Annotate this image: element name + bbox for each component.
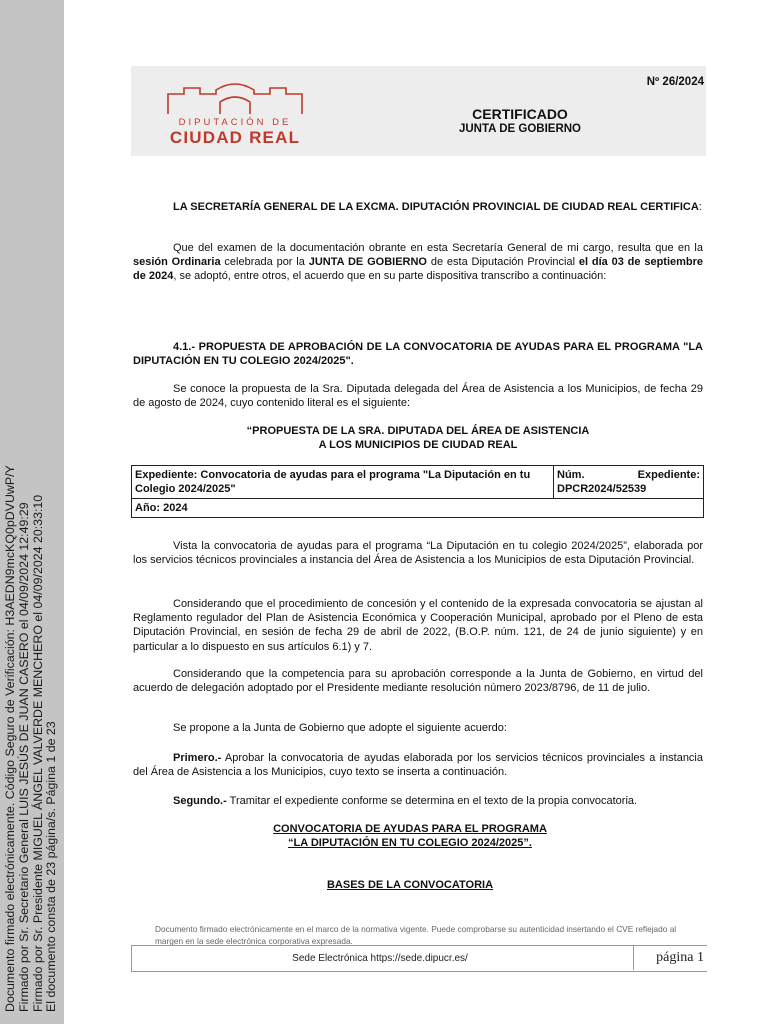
signature-line-1: Documento firmado electrónicamente. Código Seguro de Verificación: H3AEDN9mcKQ0pDVUwP/Y	[3, 465, 17, 1012]
signature-line-4: El documento consta de 23 página/s. Página 1 de 23	[44, 721, 59, 1012]
certify-text-2: celebrada por la	[220, 256, 309, 269]
certify-text-1: Que del examen de la documentación obrante en esta Secretaría General de mi cargo, resulta que en la	[173, 242, 703, 254]
convocatoria-title-line-2: “LA DIPUTACIÓN EN TU COLEGIO 2024/2025”.	[288, 837, 532, 850]
certificate-title: CERTIFICADO	[472, 106, 568, 122]
paragraph-propone: Se propone a la Junta de Gobierno que adopte el siguiente acuerdo:	[173, 722, 507, 734]
paragraph-vista: Vista la convocatoria de ayudas para el programa “La Diputación en tu colegio 2024/2025”, elaborada por los servicios técnicos provinciales a instancia del Área de Asistencia a los Municipios de esta Diputación Provincial.	[133, 540, 703, 567]
building-outline-icon	[168, 84, 302, 114]
num-label: Núm.	[557, 469, 585, 481]
footer-divider	[633, 945, 634, 970]
certify-bold-3: el día 03 de septiembre de 2024	[133, 256, 704, 283]
year-cell: Año: 2024	[132, 499, 704, 518]
paragraph-segundo	[133, 794, 703, 808]
logo-text-line2: CIUDAD REAL	[169, 128, 301, 147]
footer-note: Documento firmado electrónicamente en el marco de la normativa vigente. Puede comprobarse su autenticidad insertando el CVE reflejado al margen en la sede electrónica corporativa expresada.	[155, 924, 677, 946]
diputacion-logo	[160, 80, 310, 150]
primero-label: Primero.-	[173, 752, 222, 764]
item-heading: 4.1.- PROPUESTA DE APROBACIÓN DE LA CONVOCATORIA DE AYUDAS PARA EL PROGRAMA "LA DIPUTACIÓN EN TU COLEGIO 2024/2025".	[133, 341, 703, 368]
certify-text-3: de esta Diputación Provincial	[427, 256, 579, 269]
signature-line-2: Firmado por Sr. Secretario General LUIS JESÚS DE JUAN CASERO el 04/09/2024 12:49:29	[16, 502, 31, 1012]
proposal-title-line-2: A LOS MUNICIPIOS DE CIUDAD REAL	[318, 439, 518, 452]
proposal-title-line-1: “PROPUESTA DE LA SRA. DIPUTADA DEL ÁREA DE ASISTENCIA	[246, 425, 590, 437]
convocatoria-title	[125, 822, 695, 850]
primero-text: Aprobar la convocatoria de ayudas elaborada por los servicios técnicos provinciales a instancia del Área de Asistencia a los Municipios, cuyo texto se inserta a continuación.	[133, 752, 703, 779]
expediente-table	[131, 465, 704, 518]
certify-text-4: , se adoptó, entre otros, el acuerdo que en su parte dispositiva transcribo a continuación:	[173, 270, 607, 283]
certify-bold-1: sesión Ordinaria	[133, 256, 221, 269]
proposal-intro: Se conoce la propuesta de la Sra. Diputada delegada del Área de Asistencia a los Municipios, de fecha 29 de agosto de 2024, cuyo contenido literal es el siguiente:	[133, 383, 703, 410]
proposal-title	[133, 424, 703, 452]
page-number: página 1	[656, 950, 704, 965]
intro-colon: :	[698, 201, 702, 213]
intro-paragraph	[133, 200, 703, 214]
intro-bold: LA SECRETARÍA GENERAL DE LA EXCMA. DIPUTACIÓN PROVINCIAL DE CIUDAD REAL CERTIFICA	[173, 201, 699, 213]
bases-title: BASES DE LA CONVOCATORIA	[326, 879, 494, 891]
segundo-text: Tramitar el expediente conforme se determina en el texto de la propia convocatoria.	[226, 795, 638, 807]
expediente-number-cell	[554, 466, 704, 499]
certificate-subtitle: JUNTA DE GOBIERNO	[458, 123, 582, 135]
expediente-cell: Expediente: Convocatoria de ayudas para el programa "La Diputación en tu Colegio 2024/2025"	[132, 466, 554, 499]
certify-paragraph	[133, 241, 703, 284]
footer-sede-link[interactable]: Sede Electrónica https://sede.dipucr.es/	[292, 953, 468, 964]
num-label-2: Expediente:	[637, 469, 700, 481]
signature-text	[4, 452, 59, 1012]
paragraph-considerando-2: Considerando que la competencia para su aprobación corresponde a la Junta de Gobierno, en virtud del acuerdo de delegación adoptado por el Presidente mediante resolución número 2023/8796, de 11 de julio.	[133, 668, 703, 695]
certify-bold-2: JUNTA DE GOBIERNO	[308, 256, 427, 269]
convocatoria-title-line-1: CONVOCATORIA DE AYUDAS PARA EL PROGRAMA	[273, 823, 547, 835]
table-row	[132, 466, 704, 499]
paragraph-considerando-1: Considerando que el procedimiento de concesión y el contenido de la expresada convocatoria se ajustan al Reglamento regulador del Plan de Asistencia Económica y Cooperación Municipal, aprobado por el Pleno de esta Diputación Provincial, en sesión de fecha 29 de abril de 2022, (B.O.P. núm. 121, de 24 de junio siguiente) y en particular a lo dispuesto en sus artículos 6.1) y 7.	[133, 598, 703, 653]
certificate-number: Nº 26/2024	[646, 76, 704, 88]
num-value: DPCR2024/52539	[557, 483, 647, 495]
logo-text-line1: DIPUTACIÓN DE	[178, 117, 292, 128]
paragraph-primero	[133, 751, 703, 779]
signature-line-3: Firmado por Sr. Presidente MIGUEL ÁNGEL VALVERDE MENCHERO el 04/09/2024 20:33:10	[30, 494, 45, 1012]
table-row	[132, 499, 704, 518]
segundo-label: Segundo.-	[173, 795, 227, 807]
